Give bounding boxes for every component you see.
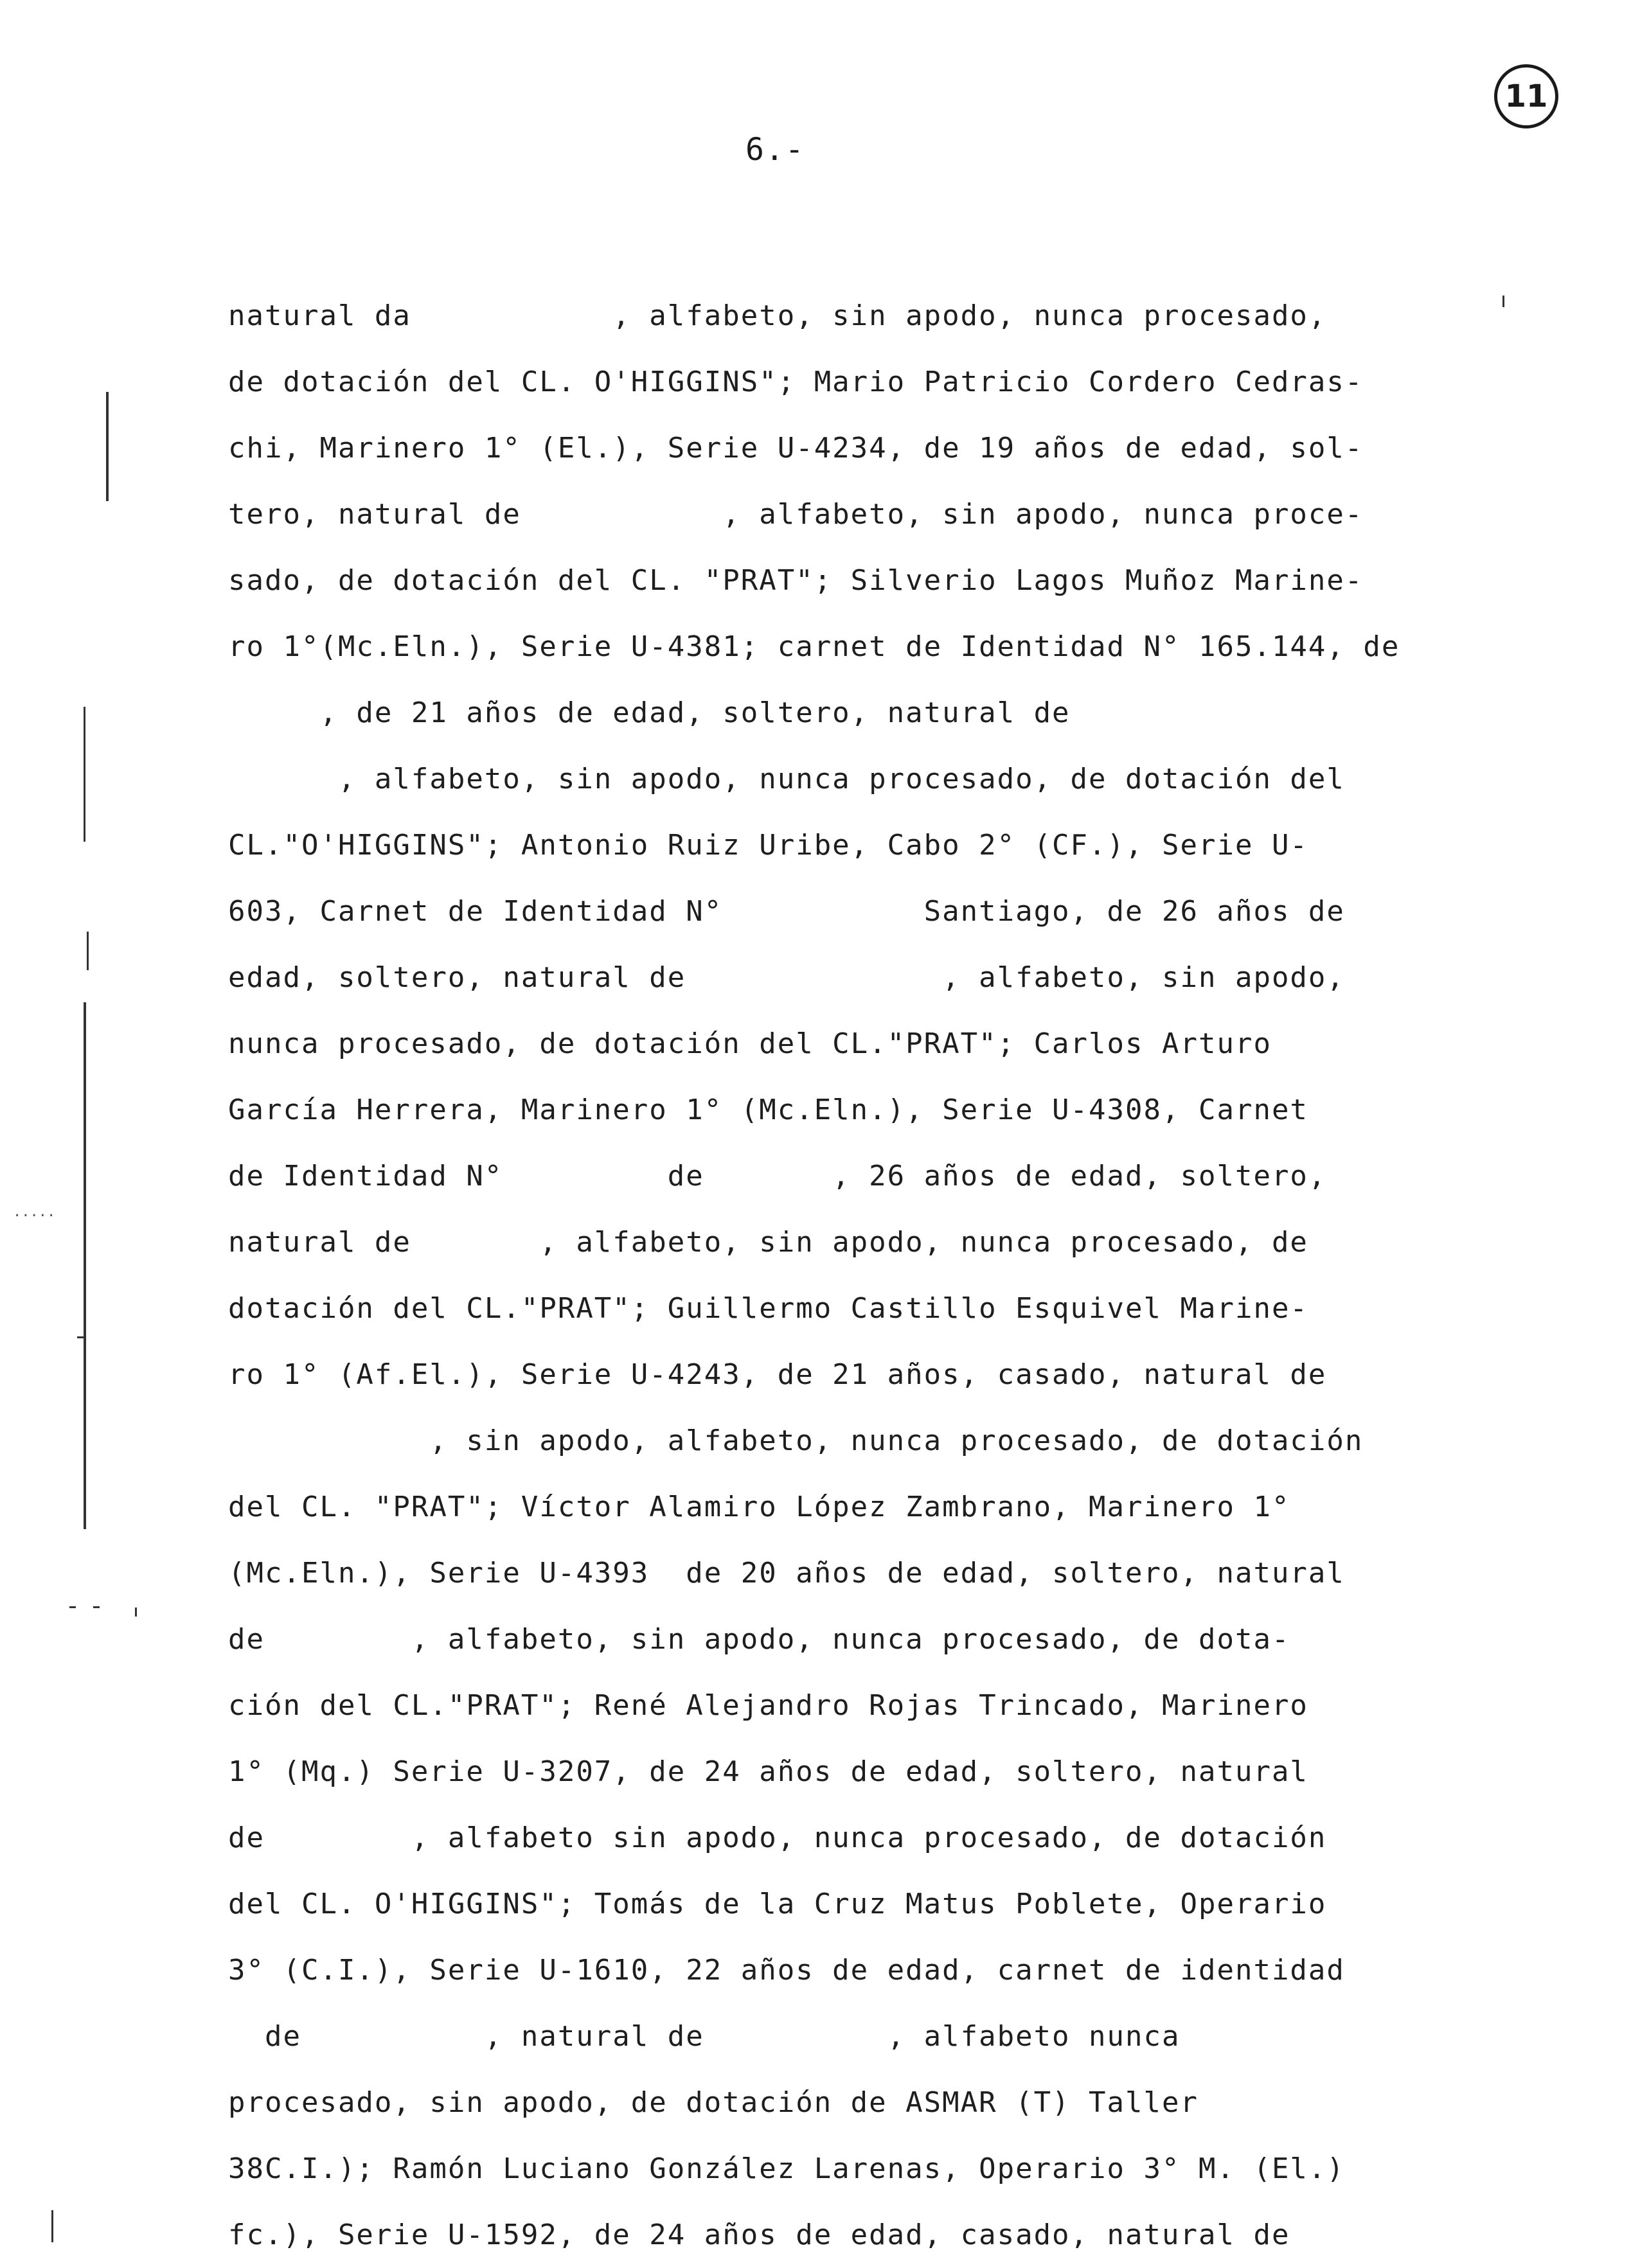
text-line: chi, Marinero 1° (El.), Serie U-4234, de 19 años de edad, sol- <box>228 432 1364 465</box>
text-line: sado, de dotación del CL. "PRAT"; Silverio Lagos Muñoz Marine- <box>228 564 1364 597</box>
text-line: de , natural de , alfabeto nunca <box>228 2020 1181 2053</box>
margin-rule <box>84 707 85 842</box>
text-line: García Herrera, Marinero 1° (Mc.Eln.), Serie U-4308, Carnet <box>228 1094 1308 1126</box>
text-line: natural da , alfabeto, sin apodo, nunca procesado, <box>228 299 1327 332</box>
margin-rule <box>106 392 109 501</box>
margin-rule <box>87 932 89 970</box>
text-line: 603, Carnet de Identidad N° Santiago, de 26 años de <box>228 895 1345 928</box>
text-line: , sin apodo, alfabeto, nunca procesado, de dotación <box>228 1424 1364 1457</box>
text-line: del CL. "PRAT"; Víctor Alamiro López Zambrano, Marinero 1° <box>228 1491 1290 1523</box>
body-text <box>228 283 1546 2268</box>
margin-rule <box>77 1336 86 1338</box>
text-line: ro 1°(Mc.Eln.), Serie U-4381; carnet de Identidad N° 165.144, de <box>228 630 1400 663</box>
text-line: CL."O'HIGGINS"; Antonio Ruiz Uribe, Cabo 2° (CF.), Serie U- <box>228 829 1308 862</box>
margin-rule <box>69 1606 76 1608</box>
text-line: dotación del CL."PRAT"; Guillermo Castillo Esquivel Marine- <box>228 1292 1308 1325</box>
text-line: , alfabeto, sin apodo, nunca procesado, de dotación del <box>228 763 1345 795</box>
margin-rule <box>93 1606 100 1608</box>
margin-rule <box>84 1002 86 1529</box>
text-line: , de 21 años de edad, soltero, natural de <box>228 696 1071 729</box>
text-line: de dotación del CL. O'HIGGINS"; Mario Patricio Cordero Cedras- <box>228 366 1364 398</box>
text-line: de , alfabeto, sin apodo, nunca procesado, de dota- <box>228 1623 1290 1656</box>
margin-rule <box>135 1608 137 1617</box>
text-line: ción del CL."PRAT"; René Alejandro Rojas Trincado, Marinero <box>228 1689 1308 1722</box>
text-line: tero, natural de , alfabeto, sin apodo, nunca proce- <box>228 498 1364 531</box>
text-line: fc.), Serie U-1592, de 24 años de edad, casado, natural de <box>228 2219 1290 2251</box>
text-line: 1° (Mq.) Serie U-3207, de 24 años de edad, soltero, natural <box>228 1755 1308 1788</box>
text-line: nunca procesado, de dotación del CL."PRAT"; Carlos Arturo <box>228 1027 1272 1060</box>
folio-stamp: 11 <box>1494 64 1558 128</box>
margin-specks: ····· <box>13 1208 56 1224</box>
text-line: de , alfabeto sin apodo, nunca procesado, de dotación <box>228 1821 1327 1854</box>
text-line: edad, soltero, natural de , alfabeto, sin apodo, <box>228 961 1345 994</box>
text-line: 38C.I.); Ramón Luciano González Larenas, Operario 3° M. (El.) <box>228 2152 1345 2185</box>
text-line: ro 1° (Af.El.), Serie U-4243, de 21 años, casado, natural de <box>228 1358 1327 1391</box>
margin-rule <box>51 2210 53 2242</box>
text-line: natural de , alfabeto, sin apodo, nunca procesado, de <box>228 1226 1308 1259</box>
text-line: de Identidad N° de , 26 años de edad, soltero, <box>228 1160 1327 1192</box>
page-number: 6.- <box>745 132 805 168</box>
text-line: procesado, sin apodo, de dotación de ASMAR (T) Taller <box>228 2086 1199 2119</box>
text-line: (Mc.Eln.), Serie U-4393 de 20 años de edad, soltero, natural <box>228 1557 1345 1590</box>
text-line: del CL. O'HIGGINS"; Tomás de la Cruz Matus Poblete, Operario <box>228 1888 1327 1920</box>
text-line: 3° (C.I.), Serie U-1610, 22 años de edad, carnet de identidad <box>228 1954 1345 1987</box>
